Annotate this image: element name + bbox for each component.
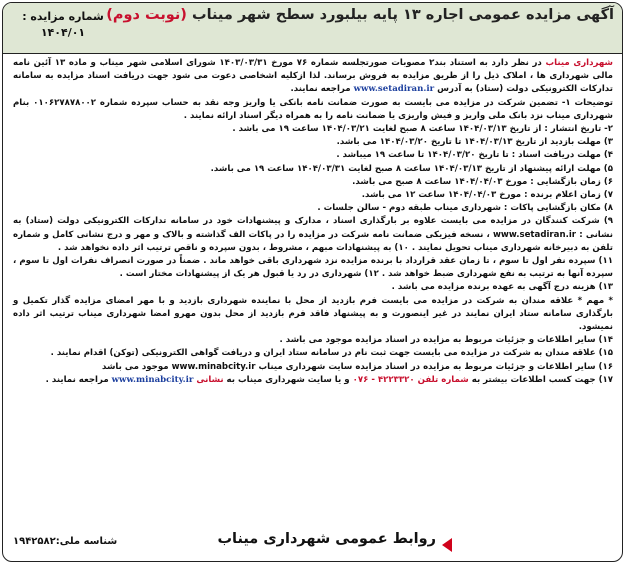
notice-header [3, 3, 622, 54]
item-9: ۹) شرکت کنندگان در مزایده می بایست علاوه بر بارگذاری اسناد ، مدارک و پیشنهادات خود در سامانه تدارکات الکترونیکی دولت (ستاد) به نشانی : www.setadiran.ir ، نسخه فیزیکی ضمانت نامه شرکت در مزایده را در پاکات الف گذاشته و بالاک و مهر و درج نشانی کامل و شماره تلفن به دبیرخانه شهرداری میناب تحویل نمایند . ۱۰) به پیشنهادات مبهم ، مشروط ، بدون سپرده و ناقص ترتیب اثر داده نخواهد شد . [13, 216, 613, 253]
item-17-tail: مراجعه نمایند . [45, 374, 109, 385]
intro-site-link[interactable]: www.setadiran.ir [353, 84, 435, 95]
public-relations-signature: روابط عمومی شهرداری میناب [217, 531, 436, 547]
item-17-lead: ۱۷) جهت کسب اطلاعات بیشتر به [471, 374, 613, 385]
item-15: ۱۵) علاقه مندان به شرکت در مزایده می بایست جهت ثبت نام در سامانه ستاد ایران و دریافت گواهی الکترونیکی (توکن) اقدام نمایند . [50, 348, 613, 359]
item-3: ۳) مهلت بازدید از تاریخ ۱۴۰۴/۰۳/۱۳ تا تاریخ ۱۴۰۴/۰۳/۲۰ می باشد. [336, 137, 613, 148]
arrow-left-icon [442, 538, 452, 552]
intro-paragraph [13, 57, 613, 97]
notice-frame [2, 2, 623, 562]
auction-number-label: شماره مزایده : [22, 10, 104, 23]
national-id: شناسه ملی:۱۹۴۲۵۸۲ [13, 536, 118, 547]
item-6: ۶) زمان بازگشایی : مورخ ۱۴۰۴/۰۴/۰۳ ساعت ۸ صبح می باشد. [352, 176, 613, 187]
item-16: ۱۶) سایر اطلاعات و جزئیات مربوط به مزایده در اسناد مزایده سایت شهرداری میناب www.minabcity.ir موجود می باشد [102, 361, 613, 372]
item-2: ۲- تاریخ انتشار : از تاریخ ۱۴۰۴/۰۳/۱۳ ساعت ۸ صبح لغایت ۱۴۰۴/۰۳/۲۱ ساعت ۱۹ می باشد . [232, 124, 613, 135]
item-5: ۵) مهلت ارائه پیشنهاد از تاریخ ۱۴۰۴/۰۳/۱۳ ساعت ۸ صبح لغایت ۱۴۰۴/۰۳/۳۱ ساعت ۱۹ می باشد. [210, 163, 613, 174]
item-4: ۴) مهلت دریافت اسناد : تا تاریخ ۱۴۰۴/۰۳/۲۰ تا ساعت ۱۹ میباشد . [336, 150, 613, 161]
title-main: آگهی مزایده عمومی اجاره ۱۳ پایه بیلبورد سطح شهر میناب [192, 7, 614, 23]
address-label: نشانی [196, 374, 224, 385]
item-11: ۱۱) سپرده نفر اول تا سوم ، تا زمان عقد قرارداد با برنده مزایده نزد شهرداری باقی خواهد ماند . ضمناً در صورت انصراف نفرات اول تا سوم ، سپرده آنها به ترتیب به نفع شهرداری ضبط خواهد شد . ۱۲) شهرداری در رد یا قبول هر یک از پیشنهادات مختار است . [13, 256, 613, 280]
contact-phone: شماره تلفن ۴۲۲۳۳۲۰ - ۰۷۶ [352, 374, 469, 385]
title-round: (نوبت دوم) [106, 7, 187, 23]
item-8: ۸) مکان بازگشایی پاکات : شهرداری میناب طبقه دوم - سالن جلسات . [317, 203, 613, 214]
item-1: توضیحات ۱- تضمین شرکت در مزایده می بایست به صورت ضمانت نامه بانکی یا واریز وجه نقد به حساب سپرده شماره ۰۱۰۶۲۷۸۷۸۰۰۲ بنام شهرداری میناب نزد بانک ملی واریز و فیش واریزی یا ضمانت نامه را به همراه دیگر اسناد ارائه نمایند . [13, 97, 613, 121]
notice-footer [3, 525, 622, 561]
item-17-mid: و یا سایت شهرداری میناب به [226, 374, 350, 385]
intro-org: شهرداری میناب [545, 58, 613, 68]
item-13: ۱۳) هزینه درج آگهی به عهده برنده مزایده می باشد . [391, 282, 613, 293]
notice-title [106, 7, 614, 23]
intro-tail: مراجعه نمایند. [290, 84, 351, 95]
auction-number-value: ۱۴۰۴/۰۱ [40, 26, 86, 39]
minabcity-link[interactable]: www.minabcity.ir [111, 374, 194, 385]
item-7: ۷) زمان اعلام برنده : مورخ ۱۴۰۴/۰۴/۰۳ ساعت ۱۲ می باشد. [361, 190, 613, 201]
auction-number [11, 9, 115, 41]
item-17 [13, 374, 613, 387]
item-14: ۱۴) سایر اطلاعات و جزئیات مربوط به مزایده در اسناد مزایده موجود می باشد . [279, 335, 613, 346]
important-note: * مهم * علاقه مندان به شرکت در مزایده می بایست فرم بازدید از محل با نماینده شهرداری بازدید و با مهر امضای مزایده گذار تکمیل و بارگذاری سامانه ستاد ایران نمایند در غیر اینصورت و به پیشنهاد فاقد فرم بازدید از محل بدون مهرو امضا شهرداری میناب ترتیب اثر داده نمیشود. [13, 295, 613, 333]
notice-body [13, 57, 613, 387]
intro-text: در نظر دارد به استناد بند۲ مصوبات صورتجلسه شماره ۷۶ مورخ ۱۴۰۳/۰۳/۳۱ شورای اسلامی شهر میناب و ماده ۱۳ آئین نامه مالی شهرداری ها ، املاک ذیل را از طریق مزایده به فروش برساند. لذا ازکلیه اشخاصی دعوت می شود جهت دریافت اسناد مزایده به سامانه تدارکات الکترونیکی دولت (ستاد) به آدرس [13, 58, 613, 95]
